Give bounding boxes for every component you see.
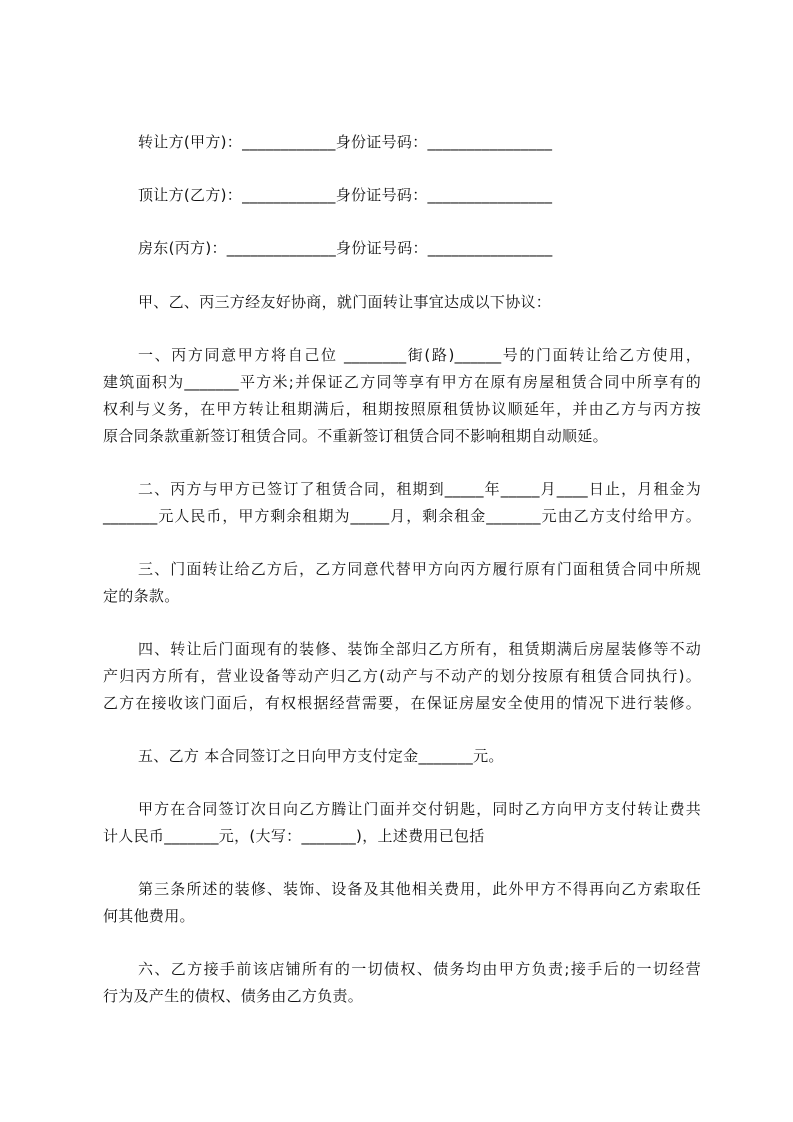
agreement-intro: 甲、乙、丙三方经友好协商，就门面转让事宜达成以下协议： bbox=[138, 293, 552, 311]
clause6-line: 六、乙方接手前该店铺所有的一切债权、债务均由甲方负责;接手后的一切经营 bbox=[138, 960, 701, 978]
clause2-line: _______元人民币，甲方剩余租期为_____月，剩余租金_______元由乙方支付给甲方。 bbox=[103, 507, 701, 525]
clause5-line: 五、乙方 本合同签订之日向甲方支付定金_______元。 bbox=[138, 747, 504, 765]
clause4-line: 产归丙方所有，营业设备等动产归乙方(动产与不动产的划分按原有租赁合同执行)。 bbox=[103, 667, 701, 685]
payment-line: 计人民币_______元，(大写：_______)，上述费用已包括 bbox=[103, 827, 485, 845]
clause4-line: 四、转让后门面现有的装修、装饰全部归乙方所有，租赁期满后房屋装修等不动 bbox=[138, 640, 701, 658]
clause2-line: 二、丙方与甲方已签订了租赁合同，租期到_____年_____月____日止，月租金为 bbox=[138, 480, 701, 498]
clause4-line: 乙方在接收该门面后，有权根据经营需要，在保证房屋安全使用的情况下进行装修。 bbox=[103, 694, 701, 712]
costs-line: 第三条所述的装修、装饰、设备及其他相关费用，此外甲方不得再向乙方索取任 bbox=[138, 880, 701, 898]
clause3-line: 三、门面转让给乙方后，乙方同意代替甲方向丙方履行原有门面租赁合同中所规 bbox=[138, 560, 701, 578]
party-transferor-line: 转让方(甲方)：____________身份证号码：________________ bbox=[138, 133, 553, 151]
clause6-line: 行为及产生的债权、债务由乙方负责。 bbox=[103, 987, 364, 1005]
clause1-line: 一、丙方同意甲方将自己位 ________街(路)______号的门面转让给乙方使用， bbox=[138, 346, 701, 364]
clause1-line: 建筑面积为_______平方米;并保证乙方同等享有甲方在原有房屋租赁合同中所享有的 bbox=[103, 373, 701, 391]
clause1-line: 原合同条款重新签订租赁合同。不重新签订租赁合同不影响租期自动顺延。 bbox=[103, 427, 608, 445]
party-landlord-line: 房东(丙方)：______________身份证号码：________________ bbox=[138, 239, 553, 257]
payment-line: 甲方在合同签订次日向乙方腾让门面并交付钥匙，同时乙方向甲方支付转让费共 bbox=[138, 800, 701, 818]
clause3-line: 定的条款。 bbox=[103, 587, 180, 605]
clause1-line: 权利与义务，在甲方转让租期满后，租期按照原租赁协议顺延年，并由乙方与丙方按 bbox=[103, 400, 701, 418]
party-transferee-line: 顶让方(乙方)：____________身份证号码：________________ bbox=[138, 186, 553, 204]
costs-line: 何其他费用。 bbox=[103, 907, 195, 925]
